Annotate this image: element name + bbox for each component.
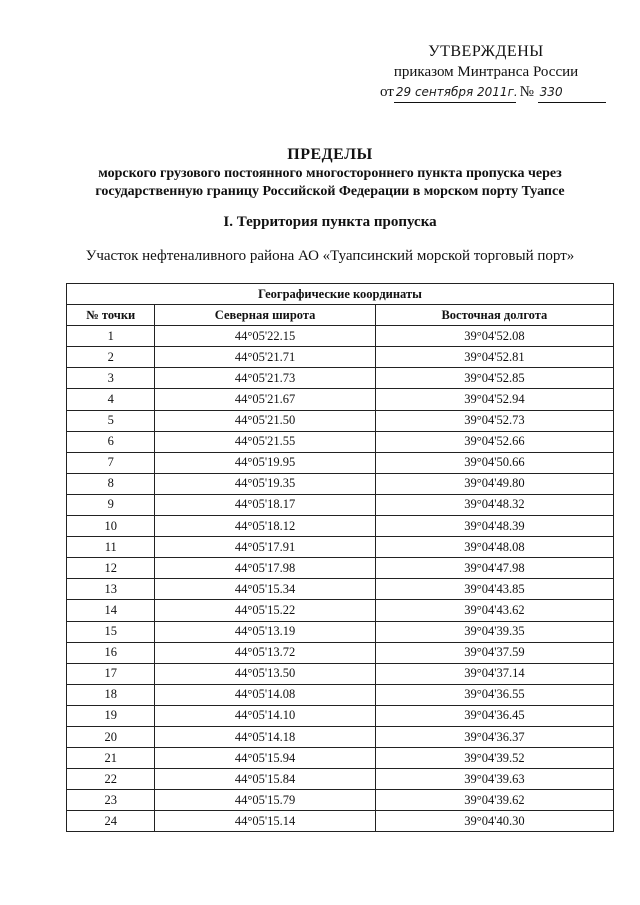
table-row <box>67 347 614 368</box>
table-row <box>67 516 614 537</box>
approval-date-line <box>372 82 600 103</box>
table-row <box>67 726 614 747</box>
cell-longitude: 39°04'39.52 <box>375 748 613 769</box>
cell-longitude: 39°04'49.80 <box>375 473 613 494</box>
table-row <box>67 600 614 621</box>
document-title: ПРЕДЕЛЫ <box>287 146 373 163</box>
cell-point: 6 <box>67 431 155 452</box>
table-group-header-row <box>67 284 614 305</box>
cell-point: 9 <box>67 494 155 515</box>
cell-point: 13 <box>67 579 155 600</box>
cell-longitude: 39°04'36.37 <box>375 726 613 747</box>
approval-title: УТВЕРЖДЕНЫ <box>428 43 544 60</box>
cell-latitude: 44°05'15.79 <box>155 790 375 811</box>
cell-longitude: 39°04'37.14 <box>375 663 613 684</box>
cell-point: 12 <box>67 558 155 579</box>
table-row <box>67 558 614 579</box>
table-row <box>67 389 614 410</box>
table-row <box>67 537 614 558</box>
cell-point: 21 <box>67 748 155 769</box>
cell-longitude: 39°04'39.35 <box>375 621 613 642</box>
cell-longitude: 39°04'37.59 <box>375 642 613 663</box>
table-row <box>67 769 614 790</box>
table-row <box>67 494 614 515</box>
cell-latitude: 44°05'13.50 <box>155 663 375 684</box>
cell-longitude: 39°04'52.85 <box>375 368 613 389</box>
cell-latitude: 44°05'15.14 <box>155 811 375 832</box>
cell-latitude: 44°05'14.10 <box>155 705 375 726</box>
cell-point: 19 <box>67 705 155 726</box>
table-row <box>67 410 614 431</box>
cell-latitude: 44°05'19.95 <box>155 452 375 473</box>
cell-longitude: 39°04'43.85 <box>375 579 613 600</box>
cell-longitude: 39°04'36.45 <box>375 705 613 726</box>
table-row <box>67 452 614 473</box>
cell-latitude: 44°05'21.55 <box>155 431 375 452</box>
cell-point: 18 <box>67 684 155 705</box>
cell-latitude: 44°05'15.84 <box>155 769 375 790</box>
section-title: I. Территория пункта пропуска <box>223 214 437 230</box>
cell-point: 24 <box>67 811 155 832</box>
table-row <box>67 431 614 452</box>
table-row <box>67 684 614 705</box>
handwritten-date: 29 сентября 2011г. <box>394 82 516 103</box>
cell-longitude: 39°04'52.73 <box>375 410 613 431</box>
cell-longitude: 39°04'48.32 <box>375 494 613 515</box>
table-body <box>67 326 614 832</box>
cell-longitude: 39°04'52.66 <box>375 431 613 452</box>
number-sign: № <box>519 84 534 100</box>
cell-point: 4 <box>67 389 155 410</box>
table-header-row <box>67 305 614 326</box>
cell-latitude: 44°05'13.19 <box>155 621 375 642</box>
table-row <box>67 579 614 600</box>
cell-longitude: 39°04'50.66 <box>375 452 613 473</box>
cell-longitude: 39°04'47.98 <box>375 558 613 579</box>
table-row <box>67 748 614 769</box>
group-header: Географические координаты <box>67 284 614 305</box>
cell-longitude: 39°04'40.30 <box>375 811 613 832</box>
cell-point: 7 <box>67 452 155 473</box>
table-row <box>67 642 614 663</box>
cell-latitude: 44°05'21.71 <box>155 347 375 368</box>
cell-latitude: 44°05'22.15 <box>155 326 375 347</box>
cell-point: 20 <box>67 726 155 747</box>
cell-longitude: 39°04'39.63 <box>375 769 613 790</box>
col-header-point: № точки <box>67 305 155 326</box>
cell-latitude: 44°05'21.73 <box>155 368 375 389</box>
cell-latitude: 44°05'19.35 <box>155 473 375 494</box>
cell-latitude: 44°05'17.91 <box>155 537 375 558</box>
table-row <box>67 473 614 494</box>
cell-point: 17 <box>67 663 155 684</box>
cell-point: 3 <box>67 368 155 389</box>
document-heading <box>50 145 610 201</box>
table-row <box>67 621 614 642</box>
cell-longitude: 39°04'48.08 <box>375 537 613 558</box>
cell-longitude: 39°04'52.94 <box>375 389 613 410</box>
cell-longitude: 39°04'52.81 <box>375 347 613 368</box>
document-subtitle-2: государственную границу Российской Федерации в морском порту Туапсе <box>95 184 565 199</box>
cell-point: 2 <box>67 347 155 368</box>
cell-latitude: 44°05'14.18 <box>155 726 375 747</box>
approval-block <box>372 42 600 103</box>
cell-point: 16 <box>67 642 155 663</box>
cell-point: 14 <box>67 600 155 621</box>
cell-latitude: 44°05'17.98 <box>155 558 375 579</box>
date-prefix: от <box>380 84 394 100</box>
cell-latitude: 44°05'15.22 <box>155 600 375 621</box>
cell-latitude: 44°05'18.12 <box>155 516 375 537</box>
col-header-longitude: Восточная долгота <box>375 305 613 326</box>
cell-latitude: 44°05'21.50 <box>155 410 375 431</box>
table-row <box>67 705 614 726</box>
cell-latitude: 44°05'21.67 <box>155 389 375 410</box>
cell-point: 22 <box>67 769 155 790</box>
cell-point: 10 <box>67 516 155 537</box>
cell-point: 15 <box>67 621 155 642</box>
coordinates-table <box>66 283 614 832</box>
col-header-latitude: Северная широта <box>155 305 375 326</box>
cell-longitude: 39°04'43.62 <box>375 600 613 621</box>
cell-point: 11 <box>67 537 155 558</box>
table-row <box>67 326 614 347</box>
cell-latitude: 44°05'14.08 <box>155 684 375 705</box>
cell-point: 8 <box>67 473 155 494</box>
cell-longitude: 39°04'48.39 <box>375 516 613 537</box>
approval-order: приказом Минтранса России <box>393 64 579 80</box>
cell-point: 23 <box>67 790 155 811</box>
table-row <box>67 368 614 389</box>
cell-longitude: 39°04'39.62 <box>375 790 613 811</box>
cell-longitude: 39°04'52.08 <box>375 326 613 347</box>
table-row <box>67 790 614 811</box>
handwritten-number: 330 <box>538 82 606 103</box>
cell-latitude: 44°05'13.72 <box>155 642 375 663</box>
area-title: Участок нефтеналивного района АО «Туапсинский морской торговый порт» <box>85 248 575 264</box>
document-subtitle-1: морского грузового постоянного многостороннего пункта пропуска через <box>98 166 562 181</box>
table-row <box>67 811 614 832</box>
cell-point: 1 <box>67 326 155 347</box>
cell-latitude: 44°05'18.17 <box>155 494 375 515</box>
cell-latitude: 44°05'15.34 <box>155 579 375 600</box>
cell-longitude: 39°04'36.55 <box>375 684 613 705</box>
cell-point: 5 <box>67 410 155 431</box>
table-row <box>67 663 614 684</box>
cell-latitude: 44°05'15.94 <box>155 748 375 769</box>
